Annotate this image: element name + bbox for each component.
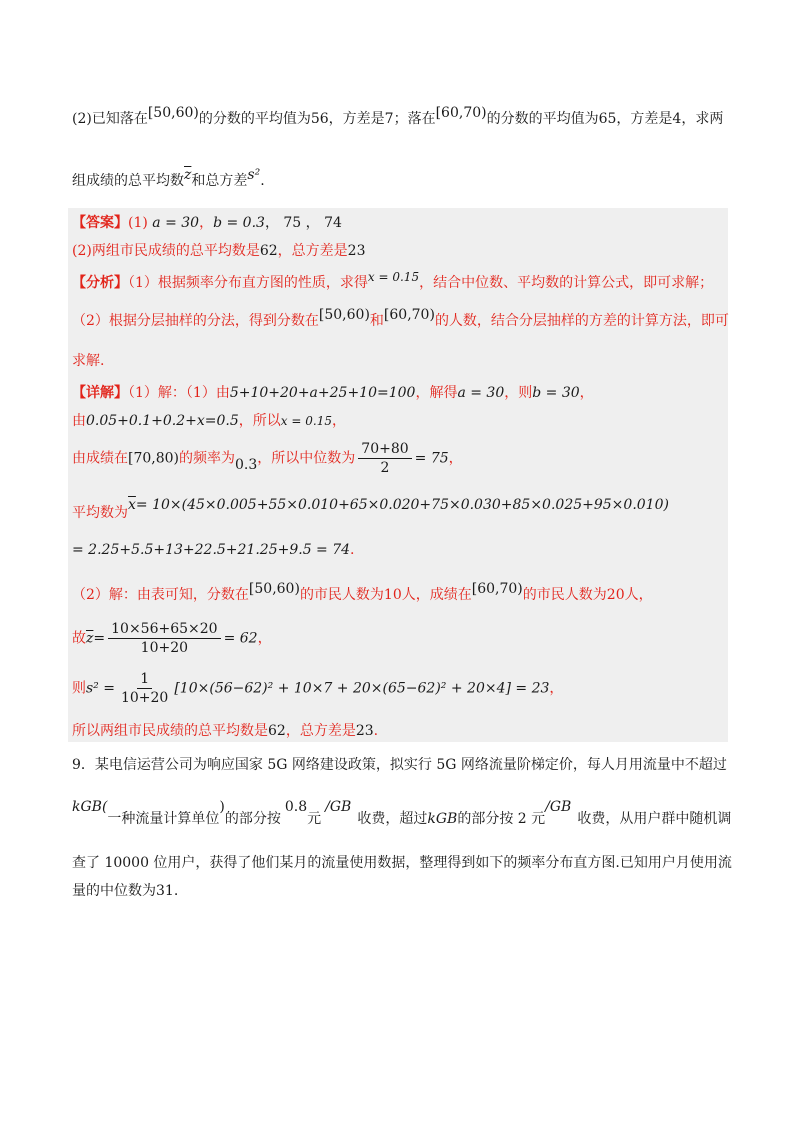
detail-line4: 平均数为$\overline{x}= 10\times(45\times 0.005+55\times 0.010+65\times 0.020+75\times 0.030+85\times 0.025+95\times 0.010)$	[72, 497, 669, 521]
answer-tag: 【答案】	[72, 215, 128, 231]
question9-line4: 量的中位数为31.	[72, 883, 179, 899]
s-squared-symbol: s²	[247, 167, 261, 183]
analysis-line1: 【分析】（1）根据频率分布直方图的性质，求得x = 0.15，结合中位数、平均数的计算公式，即可求解；	[72, 270, 714, 291]
answer-line2: (2)两组市民成绩的总平均数是62，总方差是23	[72, 243, 366, 259]
detail-line8: 则s² = $\frac{1}{10+20}$ [10×(56−62)² + 10×7 + 20×(65−62)² + 20×4] = 23，	[72, 671, 564, 706]
analysis-line2: （2）根据分层抽样的分法，得到分数在[50,60)和[60,70)的人数，结合分层抽样的方差的计算方法，即可	[72, 307, 729, 329]
detail-line6: （2）解：由表可知，分数在[50,60)的市民人数为10人，成绩在[60,70)的市民人数为20人，	[72, 581, 653, 603]
mean-fraction: $\frac{10\times 56+65\times 20}{10+20}$	[108, 620, 220, 657]
variance-fraction: $\frac{1}{10+20}$	[120, 671, 169, 706]
question9-line2: kGB(一种流量计算单位)的部分按0.8元/GB收费，超过kGB的部分按 2 元/GB收费，从用户群中随机调	[72, 799, 732, 827]
answer-line1: 【答案】(1) a = 30，b = 0.3， 75 ， 74	[72, 215, 342, 231]
detail-line7: 故$\overline{z}=$ $\frac{10\times 56+65\times 20}{10+20}$ = 62，	[72, 621, 272, 656]
detail-line9: 所以两组市民成绩的总平均数是62，总方差是23.	[72, 723, 379, 739]
median-fraction: $\frac{70+80}{2}$	[358, 440, 411, 477]
question-part2-line2: 组成绩的总平均数$\overline{z}$和总方差s².	[72, 167, 265, 189]
detail-line2: 由0.05+0.1+0.2+x=0.5，所以x = 0.15，	[72, 413, 346, 429]
z-bar-symbol: $\overline{z}$	[184, 167, 192, 183]
detail-line3: 由成绩在[70,80)的频率为0.3，所以中位数为 $\frac{70+80}{2}$ = 75，	[72, 441, 463, 476]
interval-60-70: [60,70)	[435, 105, 487, 121]
detail-line1: 【详解】（1）解：（1）由5+10+20+a+25+10=100，解得a = 30，则b = 30，	[72, 385, 594, 401]
question-part2-line1: (2)已知落在[50,60)的分数的平均值为56，方差是7；落在[60,70)的分数的平均值为65，方差是4，求两	[72, 105, 724, 127]
question9-line1: 9．某电信运营公司为响应国家 5G 网络建设政策，拟实行 5G 网络流量阶梯定价，每人月用流量中不超过	[72, 757, 727, 773]
analysis-line3: 求解.	[72, 353, 105, 369]
detail-line5: = 2.25+5.5+13+22.5+21.25+9.5 = 74.	[72, 542, 355, 558]
x-bar-symbol: $\overline{x}$	[128, 497, 136, 513]
detail-tag: 【详解】	[72, 385, 128, 401]
question9-line3: 查了 10000 位用户，获得了他们某月的流量使用数据，整理得到如下的频率分布直方图.已知用户月使用流	[72, 855, 732, 871]
analysis-tag: 【分析】	[72, 275, 128, 291]
interval-50-60: [50,60)	[147, 105, 199, 121]
